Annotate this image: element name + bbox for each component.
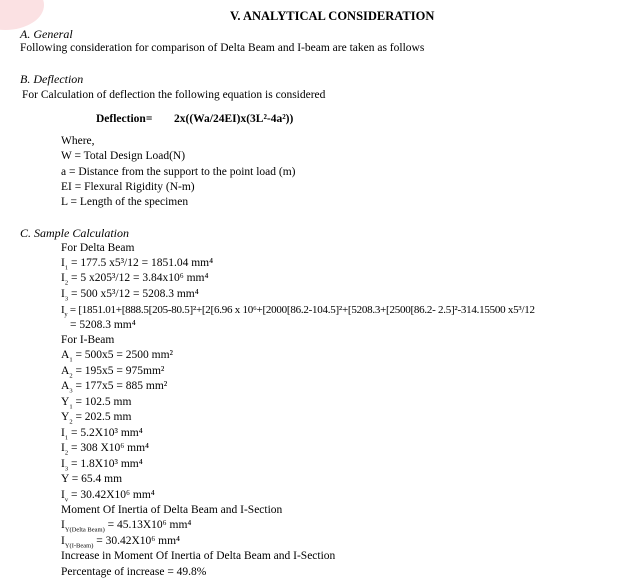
calc-ib3: $I_3 = 1.8X10^3$ mm⁴ (61, 458, 143, 473)
calc-i2: $I_2 = 5$ x205³/12 = 3.84x10⁶ mm⁴ (61, 272, 209, 287)
decorative-stamp (0, 0, 44, 30)
deflection-text: For Calculation of deflection the following equation is considered (22, 89, 326, 101)
variable-a: a = Distance from the support to the point load (m) (61, 166, 296, 178)
calc-i3: $I_3 = 500$ x5³/12 = 5208.3 mm⁴ (61, 288, 199, 303)
where-label: Where, (61, 135, 95, 147)
heading-general: A. General (20, 27, 73, 41)
delta-heading: For Delta Beam (61, 242, 135, 254)
calc-y: Y = 65.4 mm (61, 473, 123, 485)
heading-deflection: B. Deflection (20, 72, 84, 86)
calc-ivy: $I_v = 30.42X10^6$ mm⁴ (61, 489, 155, 504)
heading-sample: C. Sample Calculation (20, 226, 129, 240)
moi-delta: $I_{Y(Delta Beam)} = 45.13X10^6$ mm⁴ (61, 519, 192, 534)
calc-iy: $I_y = [1851.01+[888.5[205-80.5]^2+[2[6.96$ x 10⁶+[2000[86.2-104.5]²+[5208.3+[2500[86.2- 2.5]²-314.15500 x5³/12 (61, 304, 535, 319)
equation-label: Deflection= (96, 113, 153, 125)
calc-a1: $A_1 = 500x5 = 2500$ mm² (61, 349, 173, 364)
equation-formula: 2x((Wa/24EI)x(3L²-4a²)) (174, 113, 294, 125)
calc-a3: $A_3 = 177x5 = 885$ mm² (61, 380, 168, 395)
calc-i1: $I_1 = 177.5$ x5³/12 = 1851.04 mm⁴ (61, 257, 214, 272)
calc-y2: $Y_2 = 202.5$ mm (61, 411, 132, 426)
general-text: Following consideration for comparison of Delta Beam and I-beam are taken as follows (20, 42, 425, 54)
percentage-text: Percentage of increase = 49.8% (61, 566, 207, 578)
calc-a2: $A_2 = 195x5 = 975mm^2$ (61, 365, 165, 380)
moi-heading: Moment Of Inertia of Delta Beam and I-Section (61, 504, 283, 516)
variable-l: L = Length of the specimen (61, 196, 189, 208)
increase-text: Increase in Moment Of Inertia of Delta Beam and I-Section (61, 550, 336, 562)
calc-y1: $Y_1 = 102.5$ mm (61, 396, 132, 411)
calc-ib2: $I_2 = 308$ X10⁶ mm⁴ (61, 442, 150, 457)
section-title: V. ANALYTICAL CONSIDERATION (230, 9, 435, 23)
variable-w: W = Total Design Load(N) (61, 150, 186, 162)
calc-iy-cont: = 5208.3 mm⁴ (70, 319, 136, 331)
variable-ei: EI = Flexural Rigidity (N-m) (61, 181, 195, 193)
ibeam-heading: For I-Beam (61, 334, 115, 346)
moi-ibeam: $I_{Y(I-Beam)} = 30.42X10^6$ mm⁴ (61, 535, 181, 550)
calc-ib1: $I_1 = 5.2X10^3$ mm⁴ (61, 427, 143, 442)
